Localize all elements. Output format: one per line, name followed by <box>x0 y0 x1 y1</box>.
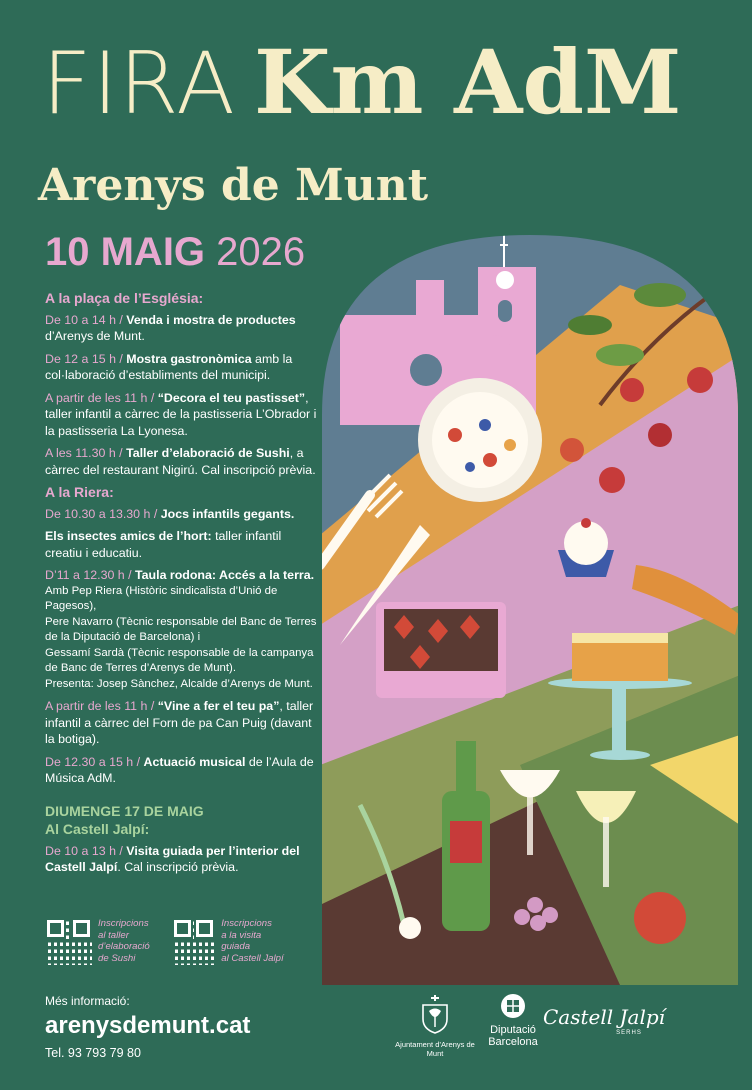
strawberry-basket-icon <box>376 602 506 698</box>
item-title: Taula rodona: Accés a la terra. <box>135 568 315 582</box>
program-item <box>45 312 320 345</box>
item-time: A partir de les 11 h / <box>45 699 158 713</box>
date-year: 2026 <box>216 230 306 274</box>
item-title: Els insectes amics de l’hort: <box>45 529 212 543</box>
item-description: d’Arenys de Munt. <box>45 329 145 343</box>
section-placa: A la plaça de l’Església: <box>45 290 204 306</box>
coat-of-arms-icon <box>418 993 452 1035</box>
program-item-taula <box>45 567 320 692</box>
ajuntament-name: Ajuntament d’Arenys de Munt <box>395 1040 475 1058</box>
castell-name: Castell Jalpí <box>543 1005 666 1029</box>
qr-code-icon[interactable] <box>172 918 215 965</box>
item-time: De 12 a 15 h / <box>45 351 127 366</box>
item-title: Taller d’elaboració de Sushi <box>126 446 290 460</box>
poster-title <box>42 30 682 134</box>
item-description: , taller infantil a càrrec del Forn de pa Can Puig (davant la botiga). <box>45 699 314 746</box>
diputacio-logo <box>483 993 543 1048</box>
castell-brand: SERHS <box>616 1030 642 1036</box>
item-time: De 10 a 14 h / <box>45 312 127 327</box>
tomato-icon <box>634 892 686 944</box>
more-info-label: Més informació: <box>45 994 130 1008</box>
phone-number: Tel. 93 793 79 80 <box>45 1046 141 1060</box>
item-description: amb la col·laboració d’establiments del municipi. <box>45 351 293 382</box>
item-time: A les 11.30 h / <box>45 446 127 460</box>
taula-line: Gessamí Sardà (Tècnic responsable de la campanya de Banc de Terres d’Arenys de Munt). <box>45 646 314 674</box>
item-time: A partir de les 11 h / <box>45 390 158 405</box>
program-item <box>45 843 320 876</box>
item-description: . Cal inscripció prèvia. <box>117 860 239 874</box>
ajuntament-logo <box>395 993 475 1058</box>
day-heading: DIUMENGE 17 DE MAIG <box>45 802 204 819</box>
qr-caption: Inscripcions a la visita guiada al Castell Jalpí <box>221 918 284 964</box>
program <box>45 290 320 882</box>
item-title: Venda i mostra de productes <box>126 312 296 327</box>
qr-row <box>45 918 287 965</box>
title-fira: FIRA <box>42 34 236 134</box>
program-item <box>45 754 320 787</box>
castell-logo <box>543 993 666 1038</box>
item-title: Visita guiada per l’interior del Castell Jalpí <box>45 843 300 874</box>
poster-subtitle: Arenys de Munt <box>38 160 429 211</box>
program-item <box>45 390 320 440</box>
taula-line: Pere Navarro (Tècnic responsable del Banc de Terres de la Diputació de Barcelona) i <box>45 615 317 643</box>
item-title: “Vine a fer el teu pa” <box>157 699 280 713</box>
event-date <box>45 232 305 272</box>
item-title: Actuació musical <box>143 754 246 769</box>
section-castell: Al Castell Jalpí: <box>45 821 150 837</box>
qr-caption: Inscripcions al taller d’elaboració de Sushi <box>98 918 150 964</box>
qr-code-icon[interactable] <box>45 918 92 965</box>
diputacio-name: Diputació Barcelona <box>488 1024 538 1048</box>
diputacio-shield-icon <box>500 993 526 1019</box>
item-title: Mostra gastronòmica <box>126 351 252 366</box>
website-link[interactable]: arenysdemunt.cat <box>45 1012 251 1039</box>
program-item <box>45 506 320 523</box>
item-title: Jocs infantils gegants. <box>160 506 295 521</box>
qr-block-sushi <box>45 918 160 965</box>
item-time: D’11 a 12.30 h / <box>45 568 136 582</box>
taula-line: Presenta: Josep Sànchez, Alcalde d’Arenys de Munt. <box>45 677 313 690</box>
item-time: De 12.30 a 15 h / <box>45 754 144 769</box>
item-title: “Decora el teu pastisset” <box>157 390 306 405</box>
item-description: , taller infantil a càrrec de la pastisseria L’Obrador i la pastisseria La Lyonesa. <box>45 390 317 438</box>
item-time: De 10.30 a 13.30 h / <box>45 506 161 521</box>
illustration <box>320 205 740 985</box>
taula-line: Amb Pep Riera (Històric sindicalista d’Unió de Pagesos), <box>45 584 278 612</box>
program-item <box>45 698 320 748</box>
program-item <box>45 351 320 384</box>
item-time: De 10 a 13 h / <box>45 843 127 858</box>
item-description: , a càrrec del restaurant Nigirú. Cal inscripció prèvia. <box>45 446 316 477</box>
sponsor-logos <box>395 993 685 1063</box>
item-description: de l’Aula de Música AdM. <box>45 754 314 785</box>
item-description: taller infantil creatiu i educatiu. <box>45 529 282 560</box>
program-item <box>45 528 320 561</box>
qr-block-castell <box>172 918 287 965</box>
program-item <box>45 445 320 478</box>
date-day-month: 10 MAIG <box>45 230 206 274</box>
title-km-adm: Km AdM <box>253 30 682 134</box>
section-riera: A la Riera: <box>45 484 114 500</box>
